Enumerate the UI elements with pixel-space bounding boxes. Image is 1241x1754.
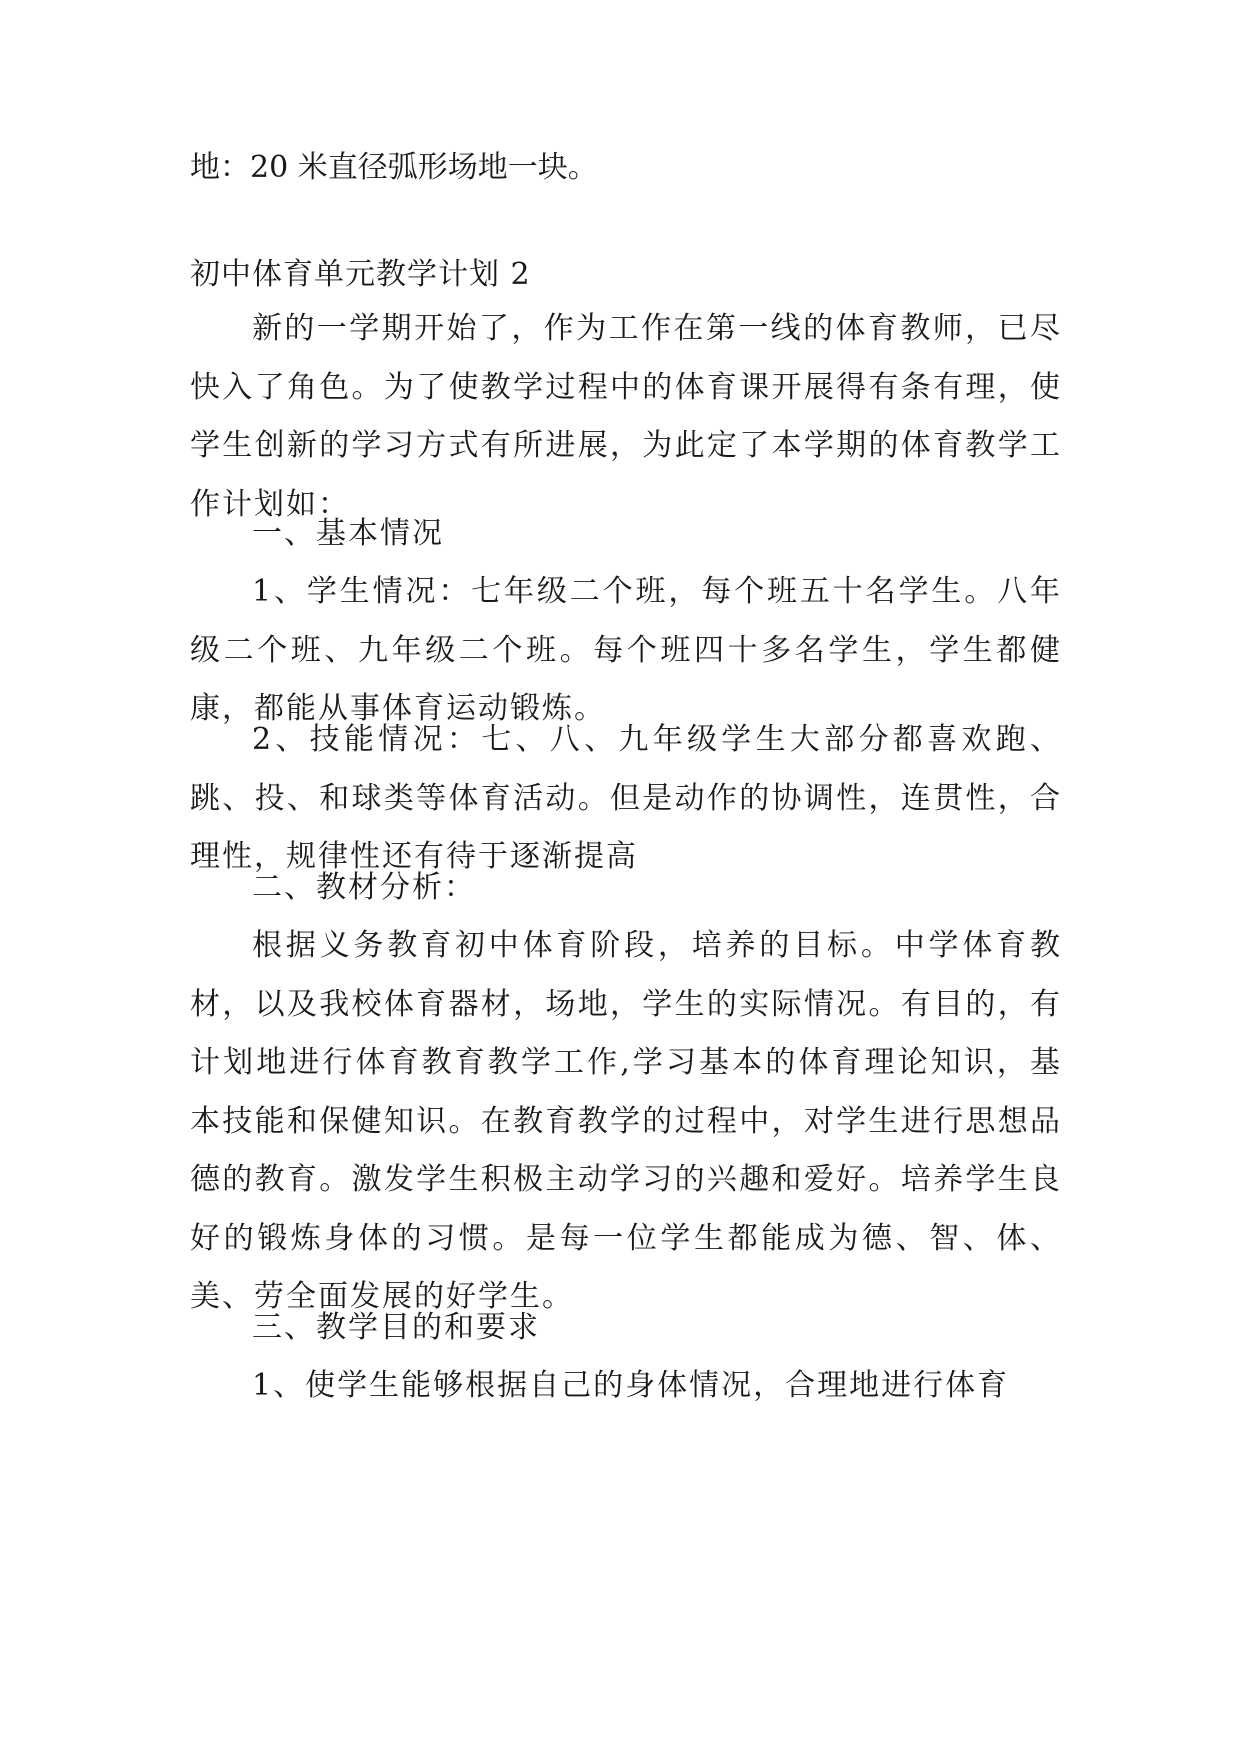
paragraph-skill-situation: 2、技能情况：七、八、九年级学生大部分都喜欢跑、跳、投、和球类等体育活动。但是动作的协调性，连贯性，合理性，规律性还有待于逐渐提高 [190,722,1062,874]
heading-material-analysis: 二、教材分析： [252,870,476,905]
heading-teaching-goals: 三、教学目的和要求 [252,1310,540,1345]
continuation-line: 地：20 米直径弧形场地一块。 [190,150,598,185]
heading-basic-situation: 一、基本情况 [252,516,444,551]
paragraph-material-analysis: 根据义务教育初中体育阶段，培养的目标。中学体育教材，以及我校体育器材，场地，学生的实际情况。有目的，有计划地进行体育教育教学工作,学习基本的体育理论知识，基本技能和保健知识。在教育教学的过程中，对学生进行思想品德的教育。激发学生积极主动学习的兴趣和爱好。培养学生良好的锻炼身体的习惯。是每一位学生都能成为德、智、体、美、劳全面发展的好学生。 [190,928,1062,1314]
section-title: 初中体育单元教学计划 2 [190,257,531,292]
paragraph-goal-1: 1、使学生能够根据自己的身体情况，合理地进行体育 [252,1368,1010,1403]
paragraph-student-situation: 1、学生情况：七年级二个班，每个班五十名学生。八年级二个班、九年级二个班。每个班四十多名学生，学生都健康，都能从事体育运动锻炼。 [190,574,1062,726]
paragraph-intro: 新的一学期开始了，作为工作在第一线的体育教师，已尽快入了角色。为了使教学过程中的体育课开展得有条有理，使学生创新的学习方式有所进展，为此定了本学期的体育教学工作计划如： [190,311,1062,522]
